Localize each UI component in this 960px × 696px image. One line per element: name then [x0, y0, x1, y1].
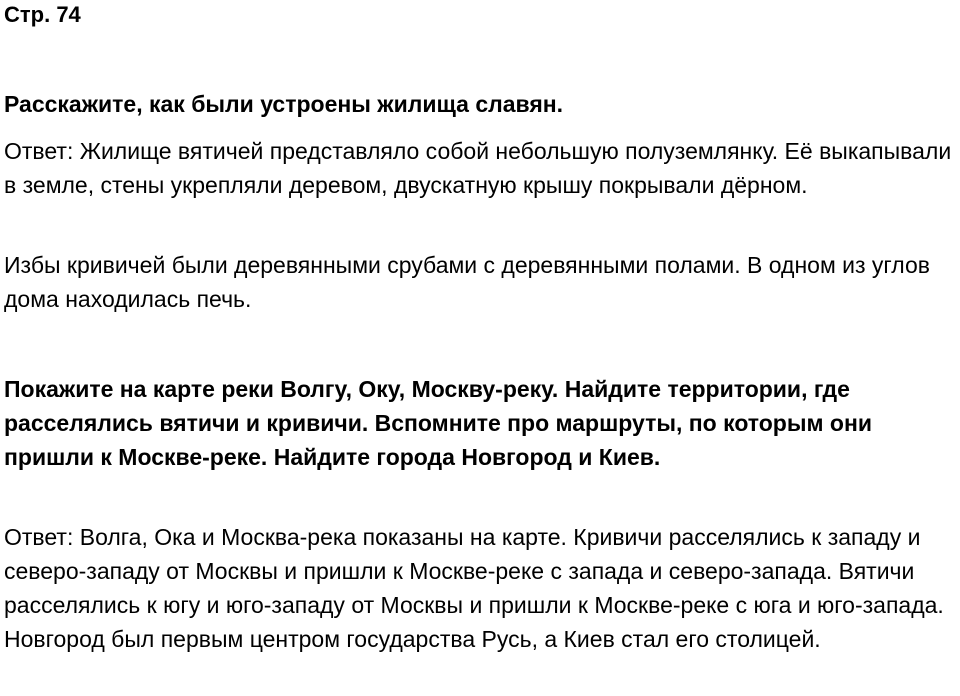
- answer-1-paragraph-1: Ответ: Жилище вятичей представляло собой небольшую полуземлянку. Её выкапывали в земле, стены укрепляли деревом, двускатную крышу покрывали дёрном.: [4, 138, 952, 198]
- answer-1-paragraph-2: Избы кривичей были деревянными срубами с деревянными полами. В одном из углов дома находилась печь.: [4, 252, 930, 312]
- page-number: Стр. 74: [4, 2, 81, 27]
- question-1: Расскажите, как были устроены жилища славян.: [4, 91, 564, 117]
- answer-2-paragraph-1: Ответ: Волга, Ока и Москва-река показаны на карте. Кривичи расселялись к западу и северо-западу от Москвы и пришли к Москве-реке с запада и северо-запада. Вятичи расселялись к югу и юго-западу от Москвы и пришли к Москве-реке с юга и юго-запада. Новгород был первым центром государства Русь, а Киев стал его столицей.: [4, 524, 944, 652]
- question-2: Покажите на карте реки Волгу, Оку, Москву-реку. Найдите территории, где расселялись вятичи и кривичи. Вспомните про маршруты, по которым они пришли к Москве-реке. Найдите города Новгород и Киев.: [4, 376, 872, 470]
